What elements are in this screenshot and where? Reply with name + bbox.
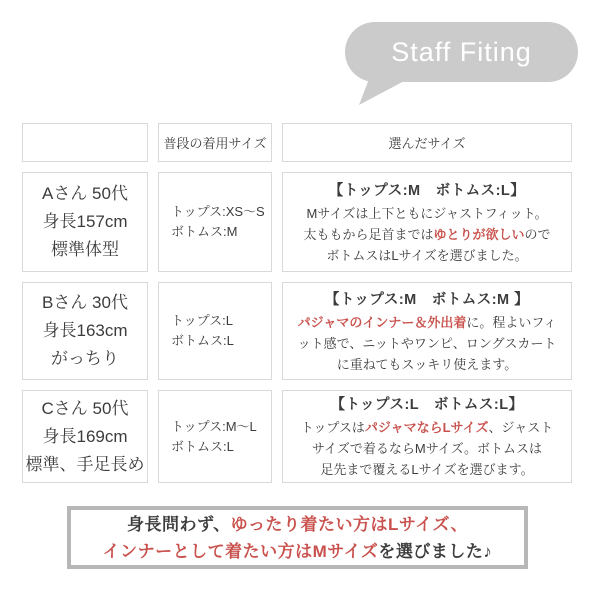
staff-a-profile bbox=[22, 172, 148, 272]
staff-a-usual-size bbox=[158, 172, 272, 272]
staff-c-usual-bottoms: ボトムス:L bbox=[171, 438, 234, 454]
staff-b-height: 身長163cm bbox=[42, 321, 128, 340]
staff-c-usual-size bbox=[158, 390, 272, 483]
size-summary-box: 身長問わず、ゆったり着たい方はLサイズ、 インナーとして着たい方はMサイズを選びました♪ bbox=[67, 506, 528, 569]
fitting-table bbox=[12, 113, 582, 493]
staff-a-usual-bottoms: ボトムス:M bbox=[171, 224, 238, 239]
staff-c-comment: トップスはパジャマならLサイズ、ジャスト サイズで着るならMサイズ。ボトムスは 足先まで覆えるLサイズを選びます。 bbox=[300, 420, 554, 477]
staff-c-name-age: Cさん 50代 bbox=[41, 398, 129, 418]
staff-c-chosen-size bbox=[282, 390, 572, 483]
staff-b-chosen-size bbox=[282, 282, 572, 380]
staff-b-build: がっちり bbox=[51, 349, 119, 368]
staff-b-comment: パジャマのインナー＆外出着に。程よいフィ ット感で、ニットやワンピ、ロングスカート に重ねてもスッキリ使えます。 bbox=[297, 314, 557, 372]
staff-fitting-title: Staff Fiting bbox=[391, 36, 532, 67]
header-cell-blank bbox=[22, 123, 148, 162]
staff-c-chosen-title: 【トップス:L ボトムス:L】 bbox=[330, 397, 524, 413]
staff-c-usual-tops: トップス:M～L bbox=[171, 418, 257, 434]
staff-a-usual-tops: トップス:XS～S bbox=[171, 204, 265, 219]
table-row-staff-c bbox=[22, 390, 572, 483]
staff-c-profile bbox=[22, 390, 148, 483]
header-cell-chosen-size: 選んだサイズ bbox=[282, 123, 572, 162]
speech-bubble-tail-icon bbox=[356, 79, 408, 105]
staff-a-comment: Mサイズは上下ともにジャストフィット。 太ももから足首まではゆとりが欲しいので ボトムスはLサイズを選びました。 bbox=[303, 205, 551, 263]
staff-b-chosen-title: 【トップス:M ボトムス:M 】 bbox=[324, 291, 530, 308]
table-header-row bbox=[22, 123, 572, 162]
staff-b-usual-bottoms: ボトムス:L bbox=[171, 333, 234, 348]
staff-c-height: 身長169cm bbox=[42, 426, 128, 446]
table-row-staff-a bbox=[22, 172, 572, 272]
staff-a-chosen-size bbox=[282, 172, 572, 272]
header-cell-usual-size: 普段の着用サイズ bbox=[158, 123, 272, 162]
staff-b-name-age: Bさん 30代 bbox=[42, 293, 128, 312]
staff-a-height: 身長157cm bbox=[42, 212, 128, 231]
table-row-staff-b bbox=[22, 282, 572, 380]
staff-c-build: 標準、手足長め bbox=[25, 454, 145, 474]
staff-b-usual-size bbox=[158, 282, 272, 380]
staff-fitting-speech-bubble bbox=[345, 22, 578, 82]
staff-a-name-age: Aさん 50代 bbox=[42, 184, 128, 203]
staff-a-build: 標準体型 bbox=[51, 240, 119, 259]
staff-b-usual-tops: トップス:L bbox=[171, 313, 233, 328]
staff-b-profile bbox=[22, 282, 148, 380]
staff-a-chosen-title: 【トップス:M ボトムス:L】 bbox=[328, 182, 526, 199]
